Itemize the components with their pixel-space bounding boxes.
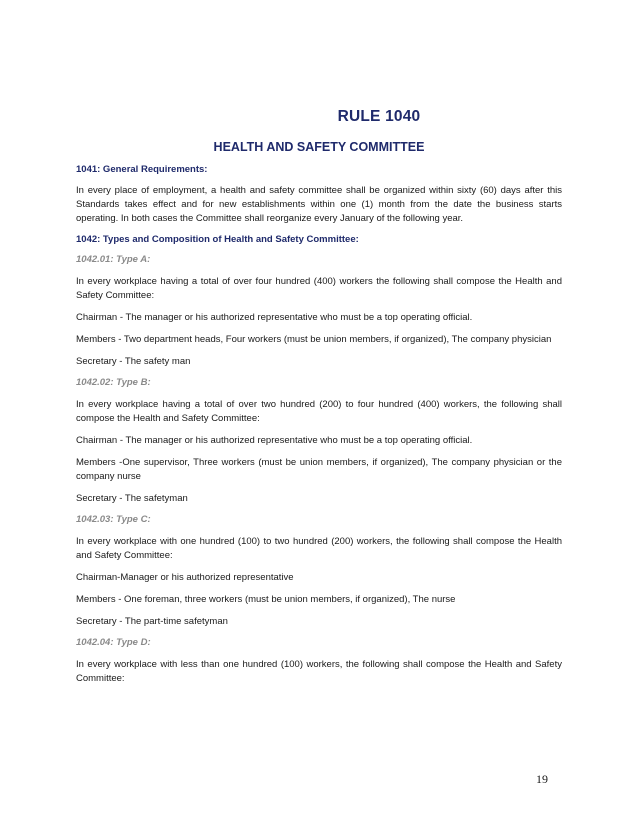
types-composition-heading: 1042: Types and Composition of Health and Safety Committee: xyxy=(76,234,359,245)
section-title: HEALTH AND SAFETY COMMITTEE xyxy=(213,140,425,154)
rule-title: RULE 1040 xyxy=(337,108,421,125)
type-c-chairman: Chairman-Manager or his authorized representative xyxy=(76,572,294,583)
general-requirements-text: In every place of employment, a health and safety committee shall be organized within sixty (60) days after this Standards takes effect and for new establishments within one (1) month from the date the business starts operating. In both cases the Committee shall reorganize every January of the following year. xyxy=(76,185,562,224)
type-d-heading: 1042.04: Type D: xyxy=(76,637,151,648)
type-d-intro: In every workplace with less than one hundred (100) workers, the following shall compose the Health and Safety Committee: xyxy=(76,659,562,684)
type-b-chairman: Chairman - The manager or his authorized representative who must be a top operating official. xyxy=(76,435,473,446)
type-b-members: Members -One supervisor, Three workers (must be union members, if organized), The company physician or the company nurse xyxy=(76,457,562,482)
type-c-heading: 1042.03: Type C: xyxy=(76,514,151,525)
type-a-intro: In every workplace having a total of over four hundred (400) workers the following shall compose the Health and Safety Committee: xyxy=(76,276,562,301)
type-a-secretary: Secretary - The safety man xyxy=(76,356,191,367)
type-b-intro: In every workplace having a total of over two hundred (200) to four hundred (400) workers, the following shall compose the Health and Safety Committee: xyxy=(76,399,562,424)
general-requirements-heading: 1041: General Requirements: xyxy=(76,164,208,175)
type-a-chairman: Chairman - The manager or his authorized representative who must be a top operating official. xyxy=(76,312,473,323)
type-a-heading: 1042.01: Type A: xyxy=(76,254,151,265)
type-c-intro: In every workplace with one hundred (100) to two hundred (200) workers, the following shall compose the Health and Safety Committee: xyxy=(76,536,562,561)
page-number: 19 xyxy=(536,772,548,786)
type-c-secretary: Secretary - The part-time safetyman xyxy=(76,616,228,627)
type-c-members: Members - One foreman, three workers (must be union members, if organized), The nurse xyxy=(76,594,456,605)
page-content xyxy=(76,108,562,694)
type-b-heading: 1042.02: Type B: xyxy=(76,377,151,388)
type-a-members: Members - Two department heads, Four workers (must be union members, if organized), The company physician xyxy=(76,334,552,345)
type-b-secretary: Secretary - The safetyman xyxy=(76,493,188,504)
